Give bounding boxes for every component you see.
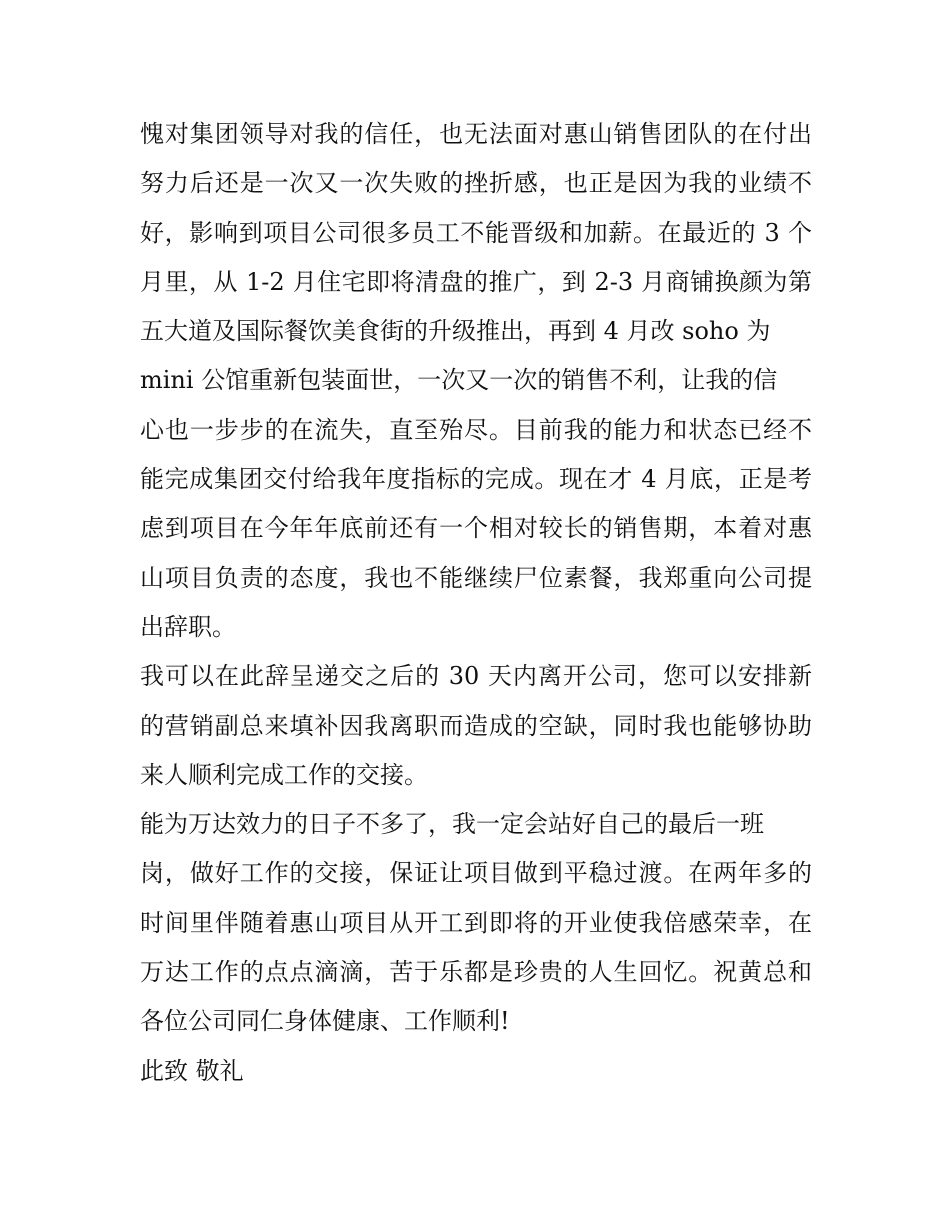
text-line: 心也一步步的在流失，直至殆尽。目前我的能力和状态已经不	[140, 415, 812, 444]
text-line: 时间里伴随着惠山项目从开工到即将的开业使我倍感荣幸，在	[140, 908, 812, 937]
text-line: 虑到项目在今年年底前还有一个相对较长的销售期，本着对惠	[140, 514, 812, 543]
text-line: 能为万达效力的日子不多了，我一定会站好自己的最后一班	[140, 810, 764, 839]
text-line: 出辞职。	[140, 612, 236, 641]
text-line: 山项目负责的态度，我也不能继续尸位素餐，我郑重向公司提	[140, 563, 812, 592]
text-line: 五大道及国际餐饮美食街的升级推出，再到 4 月改 soho 为	[140, 317, 771, 346]
letter-body	[140, 110, 812, 1096]
text-line: mini 公馆重新包装面世，一次又一次的销售不利，让我的信	[140, 366, 778, 395]
text-line: 各位公司同仁身体健康、工作顺利!	[140, 1007, 510, 1036]
text-line: 万达工作的点点滴滴，苦于乐都是珍贵的人生回忆。祝黄总和	[140, 958, 812, 987]
text-line: 努力后还是一次又一次失败的挫折感，也正是因为我的业绩不	[140, 169, 812, 198]
text-line: 我可以在此辞呈递交之后的 30 天内离开公司，您可以安排新	[140, 662, 812, 691]
text-line: 的营销副总来填补因我离职而造成的空缺，同时我也能够协助	[140, 711, 812, 740]
text-line: 来人顺利完成工作的交接。	[140, 760, 428, 789]
text-line: 能完成集团交付给我年度指标的完成。现在才 4 月底，正是考	[140, 465, 812, 494]
closing-salutation: 此致 敬礼	[140, 1056, 244, 1085]
text-line: 岗，做好工作的交接，保证让项目做到平稳过渡。在两年多的	[140, 859, 812, 888]
text-line: 愧对集团领导对我的信任，也无法面对惠山销售团队的在付出	[140, 120, 812, 148]
text-line: 月里，从 1-2 月住宅即将清盘的推广，到 2-3 月商铺换颜为第	[140, 267, 812, 296]
text-line: 好，影响到项目公司很多员工不能晋级和加薪。在最近的 3 个	[140, 218, 812, 247]
